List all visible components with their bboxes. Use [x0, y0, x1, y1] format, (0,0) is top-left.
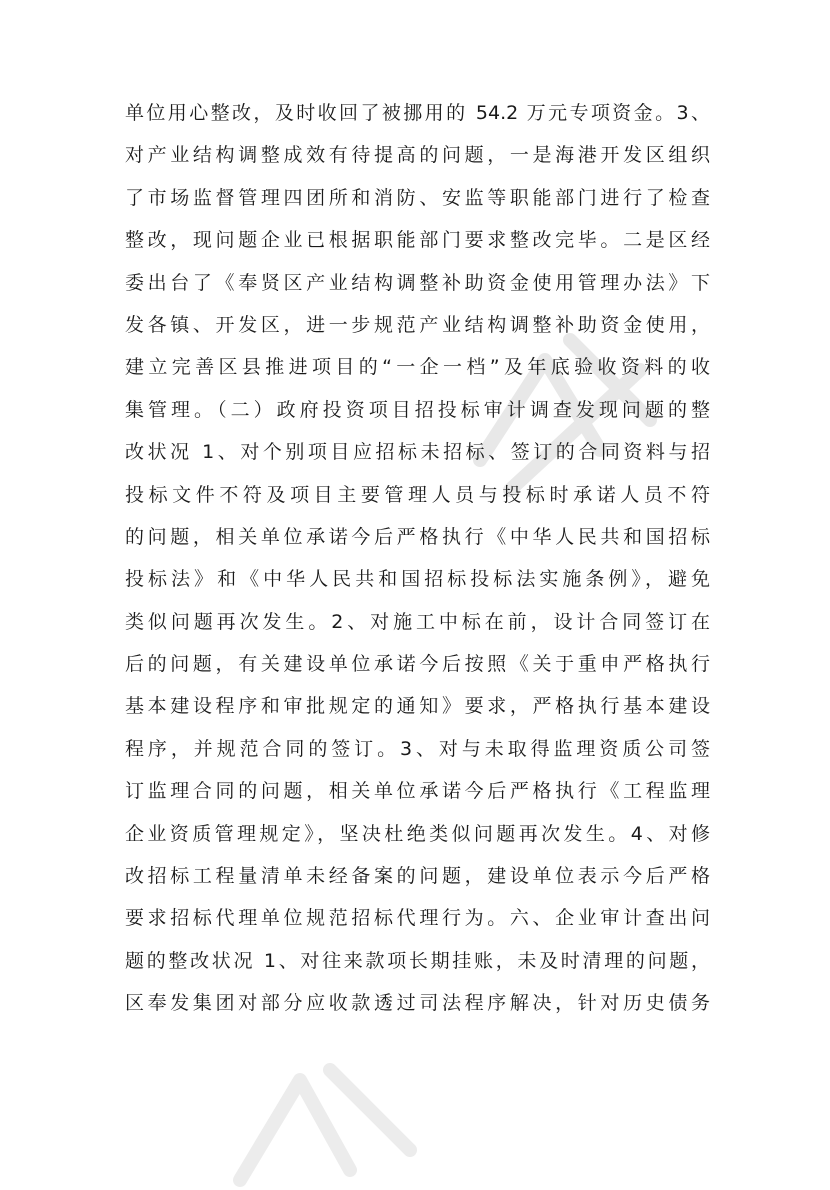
- text-line: 题的整改状况 1、对往来款项长期挂账，未及时清理的问题，: [125, 949, 710, 972]
- text-line: 对产业结构调整成效有待提高的问题，一是海港开发区组织: [125, 144, 710, 167]
- text-line: 建立完善区县推进项目的“一企一档”及年底验收资料的收: [125, 356, 710, 379]
- text-line: 要求招标代理单位规范招标代理行为。六、企业审计查出问: [125, 907, 710, 930]
- text-line: 单位用心整改，及时收回了被挪用的 54.2 万元专项资金。3、: [125, 102, 710, 124]
- text-line: 后的问题，有关建设单位承诺今后按照《关于重申严格执行: [125, 653, 710, 676]
- text-line: 订监理合同的问题，相关单位承诺今后严格执行《工程监理: [125, 780, 710, 803]
- text-line: 委出台了《奉贤区产业结构调整补助资金使用管理办法》下: [125, 271, 710, 294]
- text-line: 的问题，相关单位承诺今后严格执行《中华人民共和国招标: [125, 525, 710, 548]
- text-line: 集管理。（二）政府投资项目招投标审计调查发现问题的整: [125, 398, 710, 421]
- text-line: 投标法》和《中华人民共和国招标投标法实施条例》，避免: [125, 568, 710, 591]
- text-line: 整改，现问题企业已根据职能部门要求整改完毕。二是区经: [125, 229, 710, 252]
- text-line: 基本建设程序和审批规定的通知》要求，严格执行基本建设: [125, 695, 710, 718]
- text-line: 投标文件不符及项目主要管理人员与投标时承诺人员不符: [125, 483, 710, 506]
- text-line: 程序，并规范合同的签订。3、对与未取得监理资质公司签: [125, 737, 710, 760]
- text-line: 改状况 1、对个别项目应招标未招标、签订的合同资料与招: [125, 441, 710, 464]
- document-body: [125, 92, 710, 1025]
- watermark-stamp-bottom: [220, 1040, 440, 1190]
- text-line: 改招标工程量清单未经备案的问题，建设单位表示今后严格: [125, 865, 710, 888]
- text-line: 企业资质管理规定》，坚决杜绝类似问题再次发生。4、对修: [125, 822, 710, 845]
- text-line: 了市场监督管理四团所和消防、安监等职能部门进行了检查: [125, 186, 710, 209]
- text-line: 发各镇、开发区，进一步规范产业结构调整补助资金使用，: [125, 313, 710, 336]
- text-line: 区奉发集团对部分应收款透过司法程序解决，针对历史债务: [125, 992, 710, 1015]
- text-line: 类似问题再次发生。2、对施工中标在前，设计合同签订在: [125, 610, 710, 633]
